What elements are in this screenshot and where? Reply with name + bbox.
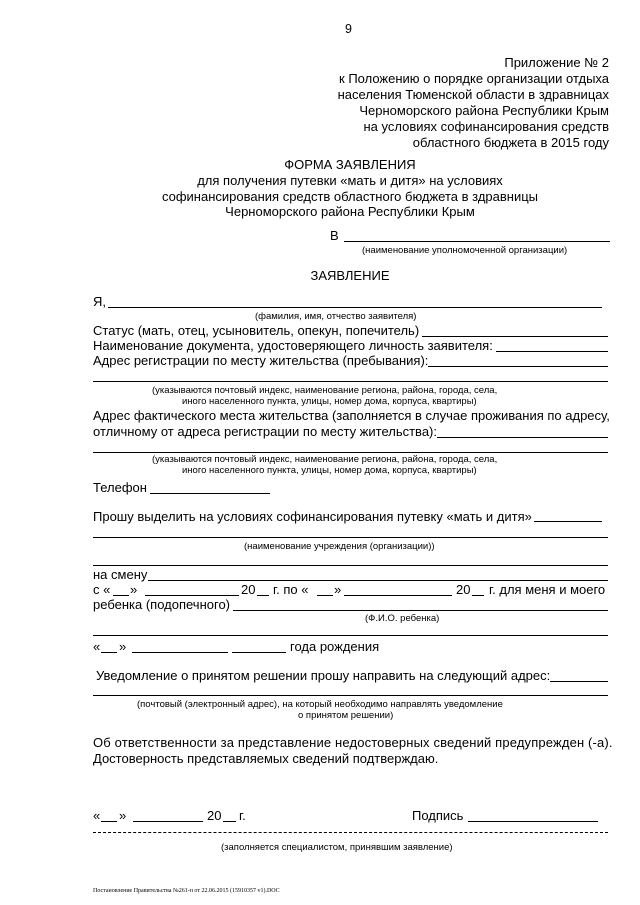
appendix-line-5: областного бюджета в 2015 году	[412, 135, 609, 150]
reg-address-hint-1: (указываются почтовый индекс, наименование региона, района, города, села,	[152, 385, 498, 396]
shift-label: на смену	[93, 567, 148, 582]
actual-address-hint-1: (указываются почтовый индекс, наименование региона, района, города, села,	[152, 454, 498, 465]
statement-title: ЗАЯВЛЕНИЕ	[310, 268, 390, 283]
phone-field[interactable]	[150, 493, 270, 494]
applicant-name-hint: (фамилия, имя, отчество заявителя)	[255, 311, 417, 322]
org-name-field[interactable]	[344, 241, 610, 242]
sign-date-close: »	[119, 808, 127, 823]
appendix-line-1: к Положению о порядке организации отдыха	[339, 71, 609, 86]
shift-field[interactable]	[148, 580, 608, 581]
from-day-field[interactable]	[113, 595, 129, 596]
notification-hint-1: (почтовый (электронный адрес), на который необходимо направлять уведомление	[137, 699, 503, 710]
page-number: 9	[345, 22, 352, 36]
request-text: Прошу выделить на условиях софинансирования путевку «мать и дитя»	[93, 509, 532, 524]
for-me-text: г. для меня и моего	[489, 582, 606, 597]
actual-address-label-2: отличному от адреса регистрации по месту жительства):	[93, 424, 437, 439]
to-close: »	[334, 582, 342, 597]
birth-close: »	[119, 639, 127, 654]
actual-address-field[interactable]	[437, 437, 608, 438]
sign-date-open: «	[93, 808, 101, 823]
to-year-prefix: 20	[456, 582, 471, 597]
appendix-title: Приложение № 2	[504, 55, 609, 70]
reg-address-label: Адрес регистрации по месту жительства (пребывания):	[93, 353, 429, 368]
id-document-label: Наименование документа, удостоверяющего личность заявителя:	[93, 338, 493, 353]
signature-field[interactable]	[468, 821, 598, 822]
applicant-name-field[interactable]	[108, 307, 602, 308]
appendix-line-3: Черноморского района Республики Крым	[359, 103, 609, 118]
to-open: г. по «	[273, 582, 309, 597]
org-name-hint: (наименование уполномоченной организации)	[362, 245, 568, 256]
child-name-field-2[interactable]	[93, 635, 608, 636]
birth-open: «	[93, 639, 101, 654]
child-name-field[interactable]	[233, 610, 608, 611]
responsibility-line-1: Об ответственности за представление недостоверных сведений предупрежден (-а).	[93, 735, 613, 750]
institution-field[interactable]	[93, 537, 608, 538]
to-month-field[interactable]	[344, 595, 452, 596]
form-title-line-1: для получения путевки «мать и дитя» на условиях	[197, 173, 503, 188]
to-year-field[interactable]	[472, 595, 484, 596]
reg-address-field[interactable]	[428, 366, 608, 367]
from-year-prefix: 20	[241, 582, 256, 597]
actual-address-label-1: Адрес фактического места жительства (заполняется в случае проживания по адресу,	[93, 408, 610, 423]
actual-address-field-2[interactable]	[93, 452, 608, 453]
status-field[interactable]	[422, 336, 608, 337]
form-title-line-2: софинансирования средств областного бюджета в здравницы	[161, 189, 539, 204]
form-title-line-3: Черноморского района Республики Крым	[225, 204, 475, 219]
signature-label: Подпись	[412, 808, 464, 823]
birth-day-field[interactable]	[101, 652, 117, 653]
sign-month-field[interactable]	[133, 821, 203, 822]
id-document-field[interactable]	[496, 351, 608, 352]
birth-year-field[interactable]	[232, 652, 286, 653]
appendix-line-2: населения Тюменской области в здравницах	[337, 87, 609, 102]
birth-label: года рождения	[290, 639, 380, 654]
from-open: с «	[93, 582, 111, 597]
notification-hint-2: о принятом решении)	[298, 710, 394, 721]
birth-month-field[interactable]	[132, 652, 228, 653]
child-label: ребенка (подопечного)	[93, 597, 231, 612]
notification-address-field[interactable]	[550, 681, 608, 682]
specialist-divider	[93, 832, 608, 833]
to-org-prefix: В	[330, 228, 339, 243]
reg-address-field-2[interactable]	[93, 381, 608, 382]
to-day-field[interactable]	[317, 595, 333, 596]
sign-year-field[interactable]	[223, 821, 236, 822]
responsibility-line-2: Достоверность представляемых сведений подтверждаю.	[93, 751, 439, 766]
sign-year-prefix: 20	[207, 808, 222, 823]
sign-day-field[interactable]	[101, 821, 117, 822]
notification-text: Уведомление о принятом решении прошу направить на следующий адрес:	[96, 668, 551, 683]
applicant-prefix: Я,	[93, 294, 106, 309]
child-name-hint: (Ф.И.О. ребенка)	[365, 613, 440, 624]
from-year-field[interactable]	[257, 595, 269, 596]
from-close: »	[130, 582, 138, 597]
document-footer: Постановление Правительства №261-п от 22.06.2015 (15910357 v1).DOC	[93, 888, 280, 894]
actual-address-hint-2: иного населенного пункта, улицы, номер дома, корпуса, квартиры)	[182, 465, 477, 476]
institution-hint: (наименование учреждения (организации))	[244, 541, 435, 552]
reg-address-hint-2: иного населенного пункта, улицы, номер дома, корпуса, квартиры)	[182, 396, 477, 407]
sign-year-suffix: г.	[239, 808, 246, 823]
phone-label: Телефон	[93, 480, 147, 495]
voucher-field[interactable]	[534, 521, 602, 522]
appendix-line-4: на условиях софинансирования средств	[363, 119, 609, 134]
institution-field-2[interactable]	[93, 565, 608, 566]
from-month-field[interactable]	[145, 595, 239, 596]
form-heading: ФОРМА ЗАЯВЛЕНИЯ	[284, 157, 416, 172]
status-label: Статус (мать, отец, усыновитель, опекун, попечитель)	[93, 323, 420, 338]
specialist-hint: (заполняется специалистом, принявшим заявление)	[221, 842, 453, 853]
notification-address-field-2[interactable]	[93, 695, 608, 696]
